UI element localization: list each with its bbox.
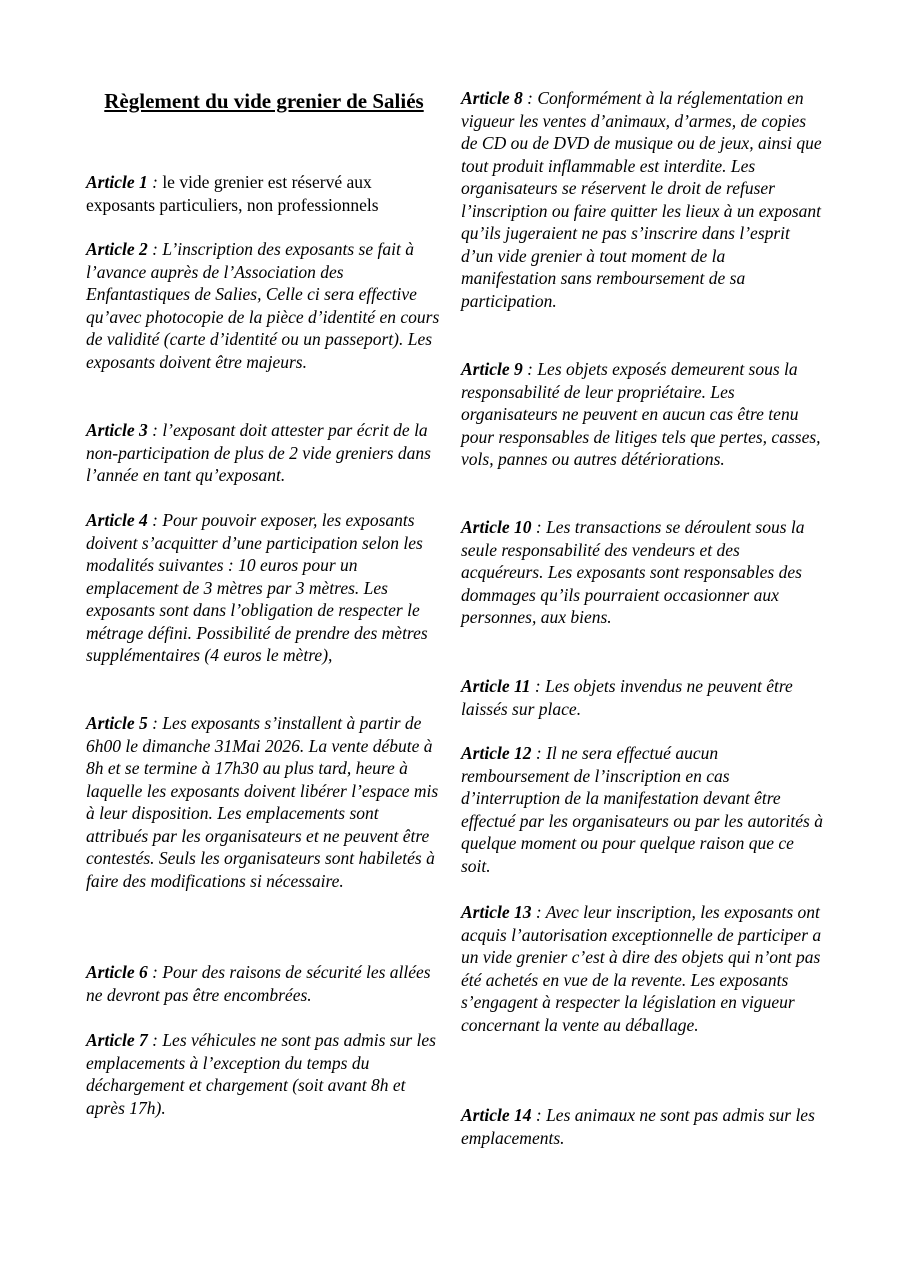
article-text: Avec leur inscription, les exposants ont acquis l’autorisation exceptionnelle de participer a un vide grenier c’est à dire des objets qui n’ont pas été achetés en vue de la revente. Les exposants s’engagent à respecter la législation en vigueur concernant la vente au déballage. — [461, 902, 822, 1035]
article-text: Les transactions se déroulent sous la seule responsabilité des vendeurs et des acquéreurs. Les exposants sont responsables des dommages qu’ils pourraient occasionner aux personnes, aux biens. — [461, 517, 805, 627]
article-label: Article 2 — [86, 239, 148, 259]
article-text: Pour des raisons de sécurité les allées ne devront pas être encombrées. — [86, 962, 431, 1005]
article-5 — [86, 712, 442, 892]
article-separator: : — [531, 1105, 547, 1125]
article-text: Les véhicules ne sont pas admis sur les emplacements à l’exception du temps du déchargement et chargement (soit avant 8h et après 17h). — [86, 1030, 436, 1118]
article-2 — [86, 238, 442, 373]
article-label: Article 5 — [86, 713, 148, 733]
article-label: Article 6 — [86, 962, 148, 982]
article-label: Article 14 — [461, 1105, 532, 1125]
article-1 — [86, 171, 442, 216]
article-label: Article 10 — [461, 517, 532, 537]
article-separator: : — [531, 902, 546, 922]
article-text: l’exposant doit attester par écrit de la non-participation de plus de 2 vide greniers dans l’année en tant qu’exposant. — [86, 420, 431, 485]
article-text: Les objets exposés demeurent sous la responsabilité de leur propriétaire. Les organisateurs ne peuvent en aucun cas être tenu pour responsables de litiges tels que pertes, casses, vols, pannes ou autres détériorations. — [461, 359, 821, 469]
page-title: Règlement du vide grenier de Saliés — [104, 89, 424, 113]
article-7 — [86, 1029, 442, 1119]
article-text: Il ne sera effectué aucun remboursement de l’inscription en cas d’interruption de la manifestation devant être effectué par les organisateurs ou par les autorités à quelque moment ou pour quelque raison que ce soit. — [461, 743, 823, 876]
article-text: L’inscription des exposants se fait à l’avance auprès de l’Association des Enfantastiques de Salies, Celle ci sera effective qu’avec photocopie de la pièce d’identité en cours de validité (carte d’identité ou un passeport). Les exposants doivent être majeurs. — [86, 239, 440, 372]
article-4 — [86, 509, 442, 667]
article-6 — [86, 961, 442, 1006]
article-text: Pour pouvoir exposer, les exposants doivent s’acquitter d’une participation selon les modalités suivantes : 10 euros pour un emplacement de 3 mètres par 3 mètres. Les exposants sont dans l’obligation de respecter le métrage défini. Possibilité de prendre des mètres supplémentaires (4 euros le mètre), — [86, 510, 428, 665]
article-separator: : — [147, 510, 163, 530]
article-separator: : — [147, 239, 163, 259]
article-11 — [461, 675, 823, 720]
article-3 — [86, 419, 442, 487]
article-text: Les exposants s’installent à partir de 6h00 le dimanche 31Mai 2026. La vente débute à 8h et se termine à 17h30 au plus tard, heure à laquelle les exposants doivent libérer l’espace mis à leur disposition. Les emplacements sont attribués par les organisateurs et ne peuvent être contestés. Seuls les organisateurs sont habiletés à faire des modifications si nécessaire. — [86, 713, 439, 891]
article-separator: : — [147, 962, 163, 982]
article-separator: : — [147, 713, 163, 733]
article-14 — [461, 1104, 823, 1149]
article-separator: : — [147, 172, 163, 192]
article-text: Les objets invendus ne peuvent être laissés sur place. — [461, 676, 793, 719]
article-label: Article 13 — [461, 902, 532, 922]
article-separator: : — [147, 420, 163, 440]
article-separator: : — [531, 743, 547, 763]
article-12 — [461, 742, 823, 877]
article-separator: : — [522, 88, 538, 108]
article-label: Article 12 — [461, 743, 532, 763]
article-label: Article 11 — [461, 676, 531, 696]
article-label: Article 3 — [86, 420, 148, 440]
article-separator: : — [530, 676, 546, 696]
article-text: Conformément à la réglementation en vigueur les ventes d’animaux, d’armes, de copies de CD ou de DVD de musique ou de jeux, ainsi que tout produit inflammable est interdite. Les organisateurs se réservent le droit de refuser l’inscription ou faire quitter les lieux à un exposant qu’ils jugeraient ne pas s’inscrire dans l’esprit d’un vide grenier à tout moment de la manifestation sans remboursement de sa participation. — [461, 88, 822, 311]
article-label: Article 8 — [461, 88, 523, 108]
article-9 — [461, 358, 823, 471]
article-text: le vide grenier est réservé aux exposants particuliers, non professionnels — [86, 172, 379, 215]
article-label: Article 1 — [86, 172, 148, 192]
article-separator: : — [147, 1030, 163, 1050]
article-separator: : — [531, 517, 547, 537]
article-8 — [461, 87, 823, 312]
article-label: Article 4 — [86, 510, 148, 530]
article-label: Article 7 — [86, 1030, 148, 1050]
article-separator: : — [522, 359, 538, 379]
article-text: Les animaux ne sont pas admis sur les emplacements. — [461, 1105, 815, 1148]
article-13 — [461, 901, 823, 1036]
article-10 — [461, 516, 823, 629]
article-label: Article 9 — [461, 359, 523, 379]
